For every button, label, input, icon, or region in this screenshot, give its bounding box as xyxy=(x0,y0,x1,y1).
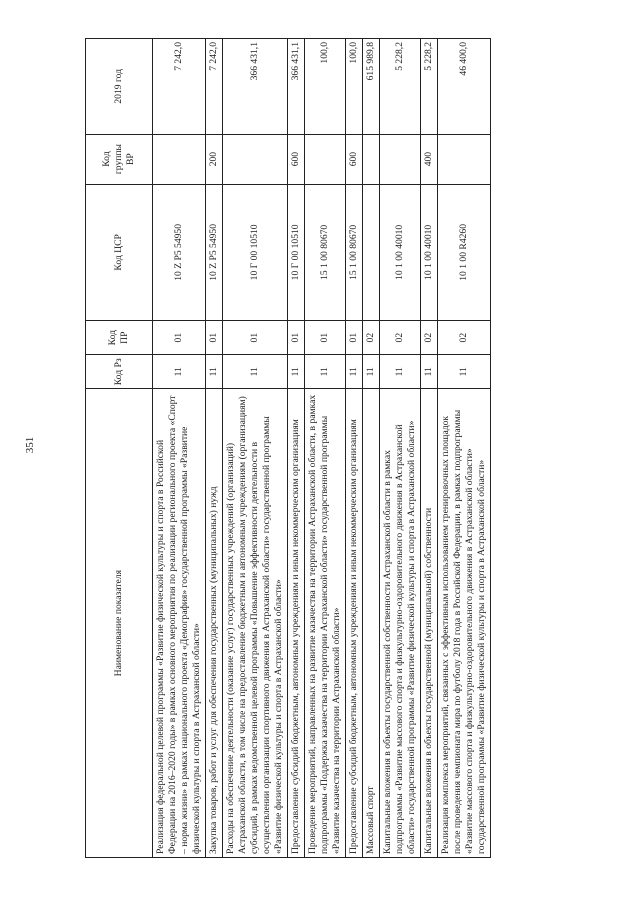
row-vr: 600 xyxy=(287,134,304,184)
row-name: Предоставление субсидий бюджетным, автономным учреждениям и иным некоммерческим организациям xyxy=(345,389,362,858)
header-pr: Код ПР xyxy=(86,321,153,355)
table-row xyxy=(205,39,222,858)
row-vr: 400 xyxy=(420,134,437,184)
header-year: 2019 год xyxy=(86,39,153,135)
row-name: Проведение мероприятий, направленных на развитие казачества на территории Астраханской области, в рамках подпрограммы «Поддержка казачества на территории Астраханской области» государственной программы «Развитие казачества на территории Астраханской области» xyxy=(304,389,345,858)
row-sum: 46 400,0 xyxy=(437,39,490,135)
row-pr: 01 xyxy=(205,321,222,355)
row-sum: 7 242,0 xyxy=(205,39,222,135)
row-sum: 366 431,1 xyxy=(287,39,304,135)
row-csr: 10 1 00 40010 xyxy=(420,184,437,321)
row-csr: 10 1 00 40010 xyxy=(379,184,420,321)
table-row xyxy=(437,39,490,858)
row-name: Предоставление субсидий бюджетным, автономным учреждениям и иным некоммерческим организациям xyxy=(287,389,304,858)
row-csr xyxy=(362,184,379,321)
row-pr: 02 xyxy=(379,321,420,355)
row-pr: 02 xyxy=(437,321,490,355)
row-name: Массовый спорт xyxy=(362,389,379,858)
row-vr xyxy=(362,134,379,184)
row-name: Расходы на обеспечение деятельности (оказание услуг) государственных учреждений (организаций) Астраханской области, в том числе на предоставление бюджетным и автономным учреждениям (организациям) субсидий, в рамках ведомственной целевой программы «Повышение эффективности деятельности в осуществлении организации спортивного движения в Астраханской области» государственной программы «Развитие физической культуры и спорта в Астраханской области» xyxy=(222,389,287,858)
table-row xyxy=(287,39,304,858)
row-pr: 02 xyxy=(420,321,437,355)
table-header-row xyxy=(86,39,153,858)
row-name: Реализация комплекса мероприятий, связанных с эффективным использованием тренировочных площадок после проведения чемпионата мира по футболу 2018 года в Российской Федерации, в рамках подпрограммы «Развитие массового спорта и физкультурно-оздоровительного движения в Астраханской области» государственной программы «Развитие физической культуры и спорта в Астраханской области» xyxy=(437,389,490,858)
row-pr: 01 xyxy=(222,321,287,355)
row-rz: 11 xyxy=(287,355,304,389)
row-csr: 10 1 00 R4260 xyxy=(437,184,490,321)
row-rz: 11 xyxy=(420,355,437,389)
row-pr: 01 xyxy=(304,321,345,355)
row-name: Закупка товаров, работ и услуг для обеспечения государственных (муниципальных) нужд xyxy=(205,389,222,858)
row-pr: 01 xyxy=(287,321,304,355)
table-row xyxy=(304,39,345,858)
table-row xyxy=(222,39,287,858)
rotated-table-container xyxy=(85,38,615,858)
row-pr: 01 xyxy=(345,321,362,355)
rotated-table-inner xyxy=(85,38,615,858)
row-sum: 7 242,0 xyxy=(153,39,206,135)
header-name: Наименование показателя xyxy=(86,389,153,858)
header-rz: Код Рз xyxy=(86,355,153,389)
row-name: Реализация федеральной целевой программы «Развитие физической культуры и спорта в Российской Федерации на 2016–2020 годы» в рамках основного мероприятия по реализации регионального проекта «Спорт – норма жизни» в рамках национального проекта «Демография» государственной программы «Развитие физической культуры и спорта в Астраханской области» xyxy=(153,389,206,858)
row-vr: 600 xyxy=(345,134,362,184)
row-name: Капитальные вложения в объекты государственной собственности Астраханской области в рамках подпрограммы «Развитие массового спорта и физкультурно-оздоровительного движения в Астраханской области» государственной программы «Развитие физической культуры и спорта в Астраханской области» xyxy=(379,389,420,858)
row-csr: 10 Z P5 54950 xyxy=(205,184,222,321)
page-number: 351 xyxy=(24,436,36,454)
row-pr: 02 xyxy=(362,321,379,355)
row-rz: 11 xyxy=(304,355,345,389)
row-rz: 11 xyxy=(362,355,379,389)
row-csr: 10 Г 00 10510 xyxy=(222,184,287,321)
row-sum: 100,0 xyxy=(304,39,345,135)
row-rz: 11 xyxy=(345,355,362,389)
row-vr xyxy=(153,134,206,184)
row-csr: 10 Z P5 54950 xyxy=(153,184,206,321)
table-row xyxy=(420,39,437,858)
row-sum: 100,0 xyxy=(345,39,362,135)
row-name: Капитальные вложения в объекты государственной (муниципальной) собственности xyxy=(420,389,437,858)
table-row xyxy=(379,39,420,858)
table-row xyxy=(153,39,206,858)
row-sum: 366 431,1 xyxy=(222,39,287,135)
table-row xyxy=(345,39,362,858)
row-vr xyxy=(222,134,287,184)
row-vr xyxy=(304,134,345,184)
row-vr xyxy=(437,134,490,184)
table-row xyxy=(362,39,379,858)
row-sum: 5 228,2 xyxy=(420,39,437,135)
budget-table xyxy=(85,38,491,858)
row-rz: 11 xyxy=(437,355,490,389)
row-sum: 5 228,2 xyxy=(379,39,420,135)
header-vr: Код группы ВР xyxy=(86,134,153,184)
row-rz: 11 xyxy=(379,355,420,389)
row-csr: 15 1 00 80670 xyxy=(345,184,362,321)
row-rz: 11 xyxy=(153,355,206,389)
row-rz: 11 xyxy=(222,355,287,389)
row-csr: 15 1 00 80670 xyxy=(304,184,345,321)
row-vr: 200 xyxy=(205,134,222,184)
row-sum: 615 989,8 xyxy=(362,39,379,135)
header-csr: Код ЦСР xyxy=(86,184,153,321)
row-pr: 01 xyxy=(153,321,206,355)
row-vr xyxy=(379,134,420,184)
row-csr: 10 Г 00 10510 xyxy=(287,184,304,321)
row-rz: 11 xyxy=(205,355,222,389)
